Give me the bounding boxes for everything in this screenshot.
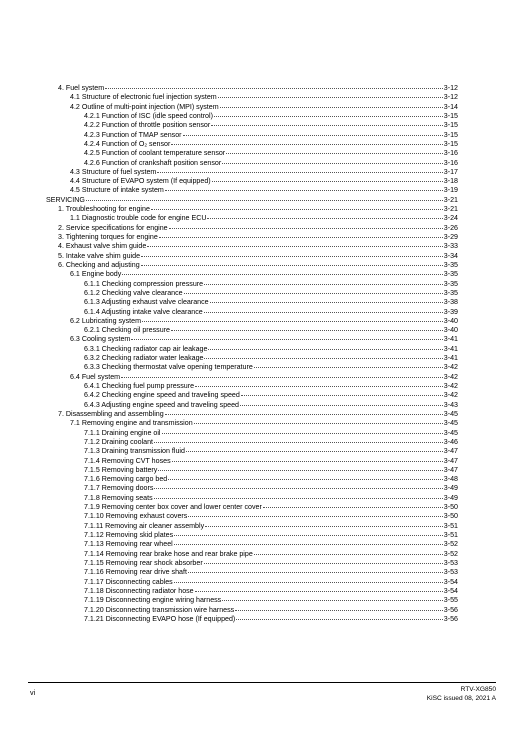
toc-leader-dots bbox=[204, 278, 443, 285]
toc-entry-title: 6.2.1 Checking oil pressure bbox=[84, 326, 170, 335]
toc-entry-title: 4.2.2 Function of throttle position sensor bbox=[84, 121, 211, 130]
toc-entry-title: 6.4.2 Checking engine speed and traveling speed bbox=[84, 391, 240, 400]
toc-entry-title: 6. Checking and adjusting bbox=[58, 260, 140, 269]
toc-entry-title: 6.2 Lubricating system bbox=[70, 316, 141, 325]
toc-entry-title: 4.2.4 Function of O₂ sensor bbox=[84, 139, 171, 148]
toc-entry-page: 3-14 bbox=[443, 102, 458, 111]
toc-leader-dots bbox=[210, 296, 443, 303]
toc-entry-page: 3-35 bbox=[443, 260, 458, 269]
toc-entry-page: 3-42 bbox=[443, 363, 458, 372]
toc-entry-page: 3-35 bbox=[443, 288, 458, 297]
toc-entry-title: 7.1.7 Removing doors bbox=[84, 484, 154, 493]
footer-divider bbox=[28, 682, 496, 683]
toc-entry-title: 7.1.21 Disconnecting EVAPO hose (If equipped) bbox=[84, 614, 236, 623]
toc-leader-dots bbox=[218, 91, 443, 98]
toc-entry-title: 4. Fuel system bbox=[58, 84, 105, 92]
toc-entry-title: 5. Intake valve shim guide bbox=[58, 251, 141, 260]
toc-leader-dots bbox=[169, 222, 443, 229]
toc-entry-page: 3-48 bbox=[443, 475, 458, 484]
toc-leader-dots bbox=[235, 604, 443, 611]
toc-entry-page: 3-41 bbox=[443, 354, 458, 363]
toc-leader-dots bbox=[105, 82, 443, 89]
toc-entry-page: 3-52 bbox=[443, 549, 458, 558]
toc-entry-title: 7.1.16 Removing rear drive shaft bbox=[84, 568, 187, 577]
toc-leader-dots bbox=[263, 501, 443, 508]
toc-leader-dots bbox=[159, 231, 443, 238]
toc-entry-page: 3-40 bbox=[443, 316, 458, 325]
toc-leader-dots bbox=[211, 119, 443, 126]
toc-entry-title: 7.1.4 Removing CVT hoses bbox=[84, 456, 171, 465]
toc-leader-dots bbox=[174, 529, 443, 536]
toc-entry-title: 4.4 Structure of EVAPO system (If equipped) bbox=[70, 177, 211, 186]
toc-entry-title: 7.1.2 Draining coolant bbox=[84, 437, 154, 446]
toc-leader-dots bbox=[205, 520, 443, 527]
toc-leader-dots bbox=[184, 287, 443, 294]
toc-entry-page: 3-19 bbox=[443, 186, 458, 195]
toc-entry-page: 3-42 bbox=[443, 382, 458, 390]
footer-issue: KiSC issued 08, 2021 A bbox=[426, 694, 496, 702]
toc-leader-dots bbox=[204, 352, 442, 359]
toc-entry-page: 3-53 bbox=[443, 568, 458, 577]
toc-entry-title: 2. Service specifications for engine bbox=[58, 223, 168, 232]
toc-leader-dots bbox=[158, 464, 442, 471]
toc-leader-dots bbox=[168, 473, 443, 480]
toc-entry-title: 7.1.1 Draining engine oil bbox=[84, 428, 161, 437]
toc-leader-dots bbox=[154, 436, 443, 443]
toc-entry-page: 3-47 bbox=[443, 456, 458, 465]
table-of-contents bbox=[46, 83, 458, 623]
toc-leader-dots bbox=[151, 203, 443, 210]
toc-entry-page: 3-42 bbox=[443, 372, 458, 381]
toc-leader-dots bbox=[186, 445, 443, 452]
toc-entry-title: 7.1.6 Removing cargo bed bbox=[84, 475, 168, 484]
toc-leader-dots bbox=[188, 566, 443, 573]
toc-entry-page: 3-15 bbox=[443, 130, 458, 139]
toc-entry-title: 6.1.3 Adjusting exhaust valve clearance bbox=[84, 298, 209, 307]
toc-leader-dots bbox=[254, 361, 443, 368]
footer-model: RTV-XG850 bbox=[460, 686, 496, 693]
toc-leader-dots bbox=[204, 557, 443, 564]
toc-entry-page: 3-56 bbox=[443, 614, 458, 623]
toc-leader-dots bbox=[165, 184, 443, 191]
toc-leader-dots bbox=[214, 110, 443, 117]
toc-leader-dots bbox=[154, 492, 443, 499]
toc-leader-dots bbox=[226, 147, 443, 154]
toc-leader-dots bbox=[222, 594, 443, 601]
toc-entry-page: 3-29 bbox=[443, 233, 458, 241]
toc-leader-dots bbox=[254, 548, 443, 555]
toc-entry-title: 7.1.20 Disconnecting transmission wire harness bbox=[84, 605, 235, 614]
toc-entry-page: 3-50 bbox=[443, 512, 458, 521]
toc-leader-dots bbox=[208, 343, 442, 350]
toc-entry-title: 7.1.12 Removing skid plates bbox=[84, 531, 174, 539]
toc-entry-page: 3-53 bbox=[443, 558, 458, 567]
toc-entry-title: 7.1 Removing engine and transmission bbox=[70, 419, 193, 428]
toc-entry-title: 4.5 Structure of intake system bbox=[70, 186, 164, 195]
toc-entry-title: SERVICING bbox=[46, 195, 85, 204]
toc-entry-page: 3-12 bbox=[443, 93, 458, 102]
toc-entry-title: 1. Troubleshooting for engine bbox=[58, 205, 150, 214]
toc-leader-dots bbox=[207, 212, 442, 219]
toc-entry-page: 3-15 bbox=[443, 111, 458, 120]
toc-entry-title: 6.1.1 Checking compression pressure bbox=[84, 279, 204, 288]
toc-leader-dots bbox=[240, 399, 443, 406]
toc-leader-dots bbox=[174, 576, 443, 583]
toc-entry-page: 3-51 bbox=[443, 531, 458, 539]
toc-leader-dots bbox=[141, 259, 443, 266]
toc-leader-dots bbox=[171, 138, 442, 145]
toc-entry-title: 4.2.6 Function of crankshaft position sensor bbox=[84, 158, 222, 167]
toc-entry-page: 3-49 bbox=[443, 493, 458, 502]
toc-leader-dots bbox=[236, 613, 443, 620]
toc-entry-title: 4.2.1 Function of ISC (idle speed control) bbox=[84, 111, 213, 120]
toc-entry-page: 3-17 bbox=[443, 167, 458, 176]
toc-entry-title: 6.1.4 Adjusting intake valve clearance bbox=[84, 307, 203, 316]
toc-leader-dots bbox=[121, 371, 443, 378]
toc-entry-page: 3-26 bbox=[443, 223, 458, 232]
toc-leader-dots bbox=[195, 585, 443, 592]
toc-leader-dots bbox=[165, 408, 443, 415]
toc-entry[interactable] bbox=[46, 614, 458, 623]
toc-entry-page: 3-54 bbox=[443, 577, 458, 586]
toc-entry-title: 4.3 Structure of fuel system bbox=[70, 167, 157, 176]
toc-leader-dots bbox=[122, 268, 443, 275]
toc-entry-page: 3-47 bbox=[443, 465, 458, 474]
toc-leader-dots bbox=[147, 240, 442, 247]
toc-leader-dots bbox=[204, 306, 443, 313]
toc-entry-title: 7.1.13 Removing rear wheel bbox=[84, 540, 173, 549]
toc-entry-page: 3-24 bbox=[443, 214, 458, 223]
toc-entry-title: 7.1.17 Disconnecting cables bbox=[84, 577, 173, 586]
toc-entry-title: 4.2.3 Function of TMAP sensor bbox=[84, 130, 182, 139]
toc-entry-title: 4. Exhaust valve shim guide bbox=[58, 242, 147, 251]
toc-leader-dots bbox=[131, 333, 442, 340]
toc-entry-page: 3-46 bbox=[443, 437, 458, 446]
toc-leader-dots bbox=[188, 510, 442, 517]
toc-entry-title: 4.2 Outline of multi-point injection (MPI) system bbox=[70, 102, 219, 111]
toc-entry-title: 7.1.10 Removing exhaust covers bbox=[84, 512, 188, 521]
toc-entry-page: 3-34 bbox=[443, 251, 458, 260]
toc-entry-page: 3-33 bbox=[443, 242, 458, 251]
toc-entry-page: 3-56 bbox=[443, 605, 458, 614]
toc-entry-title: 3. Tightening torques for engine bbox=[58, 233, 158, 241]
toc-entry-page: 3-41 bbox=[443, 335, 458, 344]
toc-leader-dots bbox=[183, 129, 443, 136]
toc-entry-page: 3-15 bbox=[443, 139, 458, 148]
toc-entry-page: 3-21 bbox=[443, 195, 458, 204]
toc-entry-page: 3-35 bbox=[443, 270, 458, 279]
toc-entry-title: 6.3.3 Checking thermostat valve opening temperature bbox=[84, 363, 253, 372]
toc-entry-page: 3-35 bbox=[443, 279, 458, 288]
toc-entry-page: 3-43 bbox=[443, 400, 458, 409]
toc-entry-page: 3-52 bbox=[443, 540, 458, 549]
toc-entry-page: 3-16 bbox=[443, 158, 458, 167]
toc-entry-title: 7.1.15 Removing rear shock absorber bbox=[84, 558, 203, 567]
toc-entry-title: 7.1.8 Removing seats bbox=[84, 493, 153, 502]
toc-entry-title: 4.2.5 Function of coolant temperature sensor bbox=[84, 149, 226, 158]
toc-leader-dots bbox=[86, 194, 443, 201]
toc-entry-title: 7.1.14 Removing rear brake hose and rear brake pipe bbox=[84, 549, 253, 558]
toc-leader-dots bbox=[194, 417, 443, 424]
toc-entry-title: 7.1.11 Removing air cleaner assembly bbox=[84, 521, 205, 530]
toc-leader-dots bbox=[174, 538, 443, 545]
toc-entry-title: 6.4.3 Adjusting engine speed and traveling speed bbox=[84, 400, 239, 409]
toc-entry-title: 7.1.3 Draining transmission fluid bbox=[84, 447, 185, 456]
toc-leader-dots bbox=[212, 175, 443, 182]
toc-leader-dots bbox=[157, 166, 442, 173]
toc-entry-page: 3-49 bbox=[443, 484, 458, 493]
toc-leader-dots bbox=[154, 482, 442, 489]
toc-leader-dots bbox=[195, 380, 443, 387]
toc-entry-title: 1.1 Diagnostic trouble code for engine ECU bbox=[70, 214, 207, 223]
toc-entry-page: 3-45 bbox=[443, 409, 458, 418]
toc-entry-page: 3-15 bbox=[443, 121, 458, 130]
toc-entry-page: 3-55 bbox=[443, 596, 458, 605]
toc-entry-page: 3-41 bbox=[443, 344, 458, 353]
toc-leader-dots bbox=[141, 250, 443, 257]
toc-entry-page: 3-16 bbox=[443, 149, 458, 158]
toc-leader-dots bbox=[222, 157, 443, 164]
toc-leader-dots bbox=[220, 101, 443, 108]
toc-entry-page: 3-42 bbox=[443, 391, 458, 400]
toc-entry-page: 3-45 bbox=[443, 428, 458, 437]
footer-page-number: vi bbox=[30, 688, 36, 697]
toc-entry-title: 6.3.1 Checking radiator cap air leakage bbox=[84, 344, 208, 353]
toc-entry-page: 3-50 bbox=[443, 503, 458, 512]
toc-entry-title: 6.3.2 Checking radiator water leakage bbox=[84, 354, 204, 363]
toc-entry-title: 6.4.1 Checking fuel pump pressure bbox=[84, 382, 195, 390]
footer-info bbox=[427, 686, 496, 703]
toc-entry-title: 6.4 Fuel system bbox=[70, 372, 121, 381]
toc-entry-title: 6.1 Engine body bbox=[70, 270, 122, 279]
toc-leader-dots bbox=[162, 427, 443, 434]
toc-entry-title: 4.1 Structure of electronic fuel injection system bbox=[70, 93, 217, 102]
toc-entry-title: 6.3 Cooling system bbox=[70, 335, 131, 344]
toc-entry-page: 3-45 bbox=[443, 419, 458, 428]
toc-entry-title: 7. Disassembling and assembling bbox=[58, 409, 164, 418]
toc-leader-dots bbox=[142, 315, 443, 322]
toc-entry-title: 7.1.5 Removing battery bbox=[84, 465, 158, 474]
toc-entry-page: 3-18 bbox=[443, 177, 458, 186]
toc-entry-page: 3-47 bbox=[443, 447, 458, 456]
toc-entry-title: 6.1.2 Checking valve clearance bbox=[84, 288, 183, 297]
toc-entry-page: 3-21 bbox=[443, 205, 458, 214]
toc-entry-page: 3-12 bbox=[443, 84, 458, 92]
toc-entry-page: 3-51 bbox=[443, 521, 458, 530]
toc-entry-title: 7.1.19 Disconnecting engine wiring harness bbox=[84, 596, 222, 605]
toc-entry-page: 3-38 bbox=[443, 298, 458, 307]
toc-entry-title: 7.1.9 Removing center box cover and lower center cover bbox=[84, 503, 262, 512]
toc-entry-page: 3-39 bbox=[443, 307, 458, 316]
toc-leader-dots bbox=[172, 455, 443, 462]
toc-entry-page: 3-40 bbox=[443, 326, 458, 335]
toc-leader-dots bbox=[171, 324, 443, 331]
toc-entry-title: 7.1.18 Disconnecting radiator hose bbox=[84, 586, 194, 595]
toc-leader-dots bbox=[241, 389, 443, 396]
toc-entry-page: 3-54 bbox=[443, 586, 458, 595]
